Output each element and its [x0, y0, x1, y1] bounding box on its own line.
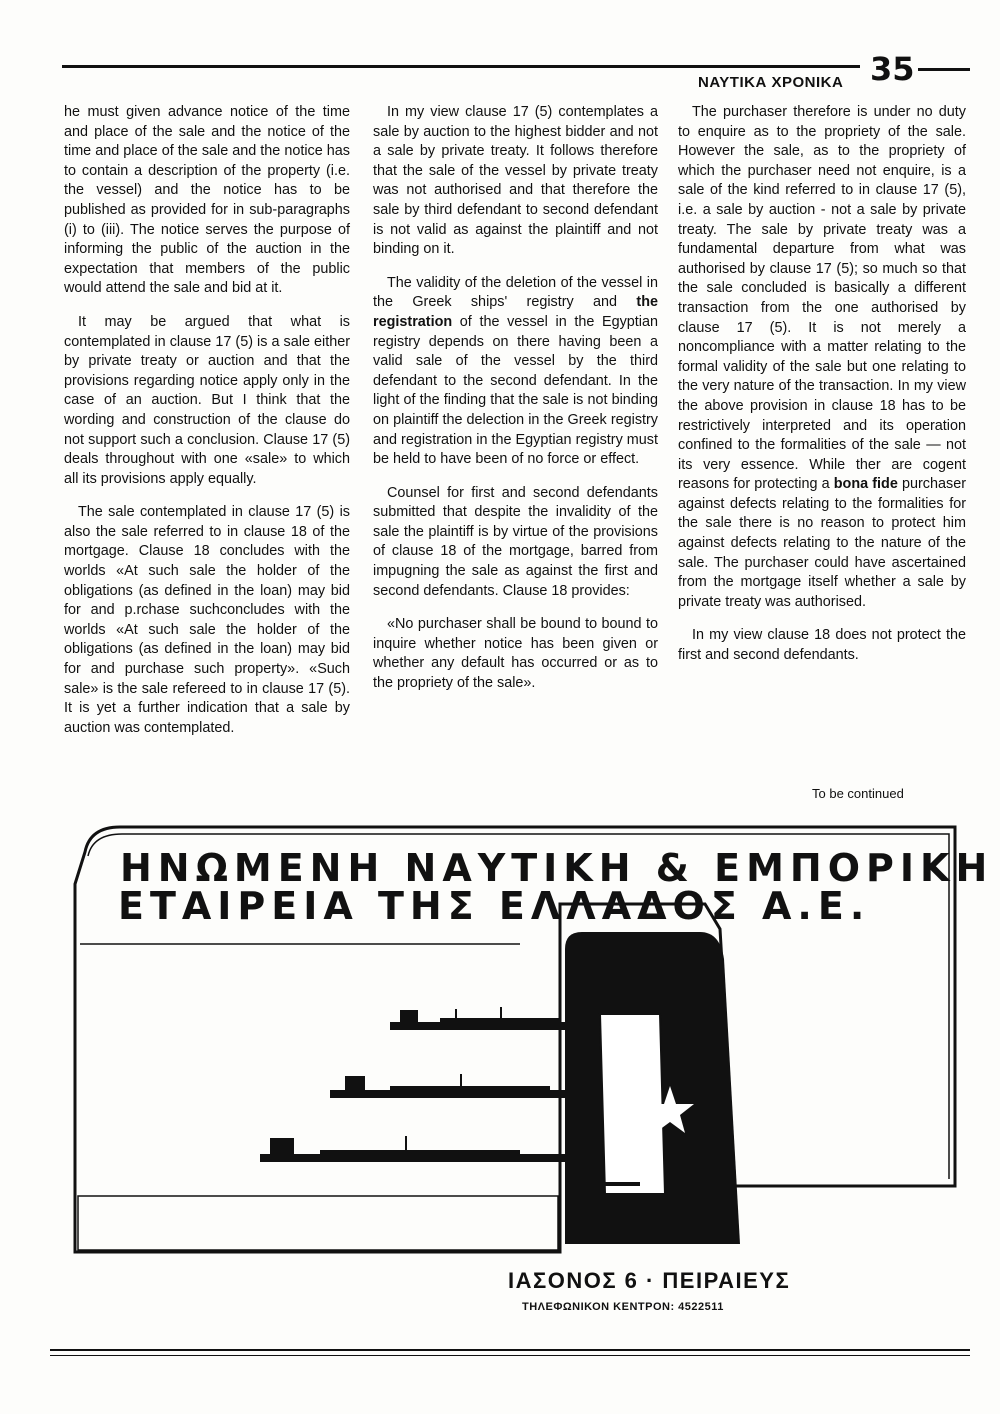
- footer-rule: [50, 1349, 970, 1351]
- paragraph: he must given advance notice of the time and place of the sale and the notice of the time and place of the sale and the notice has to contain a description of the property (i.e. the vessel) and the notice has to be published as provided for in sub-paragraphs (i) to (iii). The notice serves the purpose of informing the public of the auction in the expectation that members of the public would attend the sale and bid at it.: [64, 104, 350, 297]
- paragraph-text: The validity of the deletion of the vessel in the Greek ships' registry and: [373, 274, 658, 311]
- paragraph: [373, 274, 658, 470]
- article-column-1: [64, 103, 350, 752]
- company-name-line-2: ΕΤΑΙΡΕΙΑ ΤΗΣ ΕΛΛΑΔΟΣ Α.Ε.: [118, 884, 871, 928]
- bold-phrase: bona fide: [833, 476, 898, 493]
- header-rule-right: [918, 68, 970, 71]
- header-rule-left: [62, 65, 860, 68]
- footer-rule-thin: [50, 1355, 970, 1356]
- paragraph: It may be argued that what is contemplated in clause 17 (5) is a sale either by private treaty or auction and that the provisions regarding notice apply only in the case of an auction. But I think that the wording and construction of the clause do not support such a conclusion. Clause 17 (5) deals throughout with one «sale» to which all its provisions apply equally.: [64, 313, 350, 487]
- publication-name: ΝΑΥΤΙΚΑ ΧΡΟΝΙΚΑ: [698, 74, 844, 91]
- paragraph-text: purchaser against defects relating to the formalities for the sale there is no reason to protect him against defects relating to the nature of the sale. The purchaser could have ascertained from the mortgage itself whether a sale by private treaty was authorised.: [678, 476, 966, 610]
- ship-middle: [330, 1074, 590, 1098]
- to-be-continued: To be continued: [812, 786, 904, 801]
- page-number: 35: [870, 50, 915, 88]
- company-name-line-1: ΗΝΩΜΕΝΗ ΝΑΥΤΙΚΗ & ΕΜΠΟΡΙΚΗ: [120, 846, 994, 890]
- article-column-2: [373, 103, 658, 708]
- paragraph: In my view clause 18 does not protect the first and second defendants.: [678, 627, 966, 664]
- paragraph-text: of the vessel in the Egyptian registry depends on there having been a valid sale of the vessel by the third defendant to the second defendant. In the light of the finding that the sale is not binding on plaintiff the delection in the Greek registry and registration in the Egyptian registry must be held to have been of no force or effect.: [373, 313, 658, 468]
- paragraph: [678, 103, 966, 612]
- paragraph: In my view clause 17 (5) contemplates a sale by auction to the highest bidder and not a sale by private treaty. It follows therefore that the sale of the vessel by private treaty was not authorised and that therefore the sale by third defendant to second defendant is not valid as against the plaintiff and not binding on it.: [373, 104, 658, 258]
- company-address: ΙΑΣΟΝΟΣ 6 · ΠΕΙΡΑΙΕΥΣ: [508, 1268, 791, 1293]
- bold-phrase: the registration: [373, 294, 659, 330]
- ship-bottom: [260, 1136, 590, 1162]
- paragraph: Counsel for first and second defendants submitted that despite the invalidity of the sale the plaintiff is by virtue of the provisions of clause 18 of the mortgage, barred from impugning the sale as against the first and second defendants. Clause 18 provides:: [373, 484, 658, 599]
- company-phone: ΤΗΛΕΦΩΝΙΚΟΝ ΚΕΝΤΡΟΝ: 4522511: [522, 1301, 724, 1313]
- paragraph: The sale contemplated in clause 17 (5) is also the sale referred to in clause 18 of the mortgage. Clause 18 concludes with the worlds «At such sale the holder of the obligations (as defined in the loan) may bid for and p.rchase suchconcludes with the worlds «At such sale the holder of the obligations (as defined in the loan) may bid for and purchase such property». «Such sale» is the sale refereed to in clause 17 (5). It is yet a further indication that a sale by auction was contemplated.: [64, 504, 350, 736]
- quotation: «No purchaser shall be bound to bound to inquire whether notice has been given or whether any default has occurred or as to the propriety of the sale».: [373, 616, 658, 692]
- paragraph-text: The purchaser therefore is under no duty to enquire as to the propriety of the sale. However the sale, as to the propriety of which the purchaser need not enquire, is a sale of the kind referred to in clause 17 (5), i.e. a sale by auction - not a sale by private treaty. The sale by private treaty was a fundamental departure from what was authorised by clause 17 (5); so much so that the sale concluded is basically a different transaction from the one authorised by clause 17 (5). It is not merely a noncompliance with a matter relating to the formal validity of the sale but one relating to the very nature of the transaction. In my view the above provision in clause 18 has to be restrictively interpreted and its operation confined to the formalities of the sale — not its very essence. While ther are cogent reasons for protecting a: [678, 104, 966, 493]
- article-column-3: [678, 103, 966, 680]
